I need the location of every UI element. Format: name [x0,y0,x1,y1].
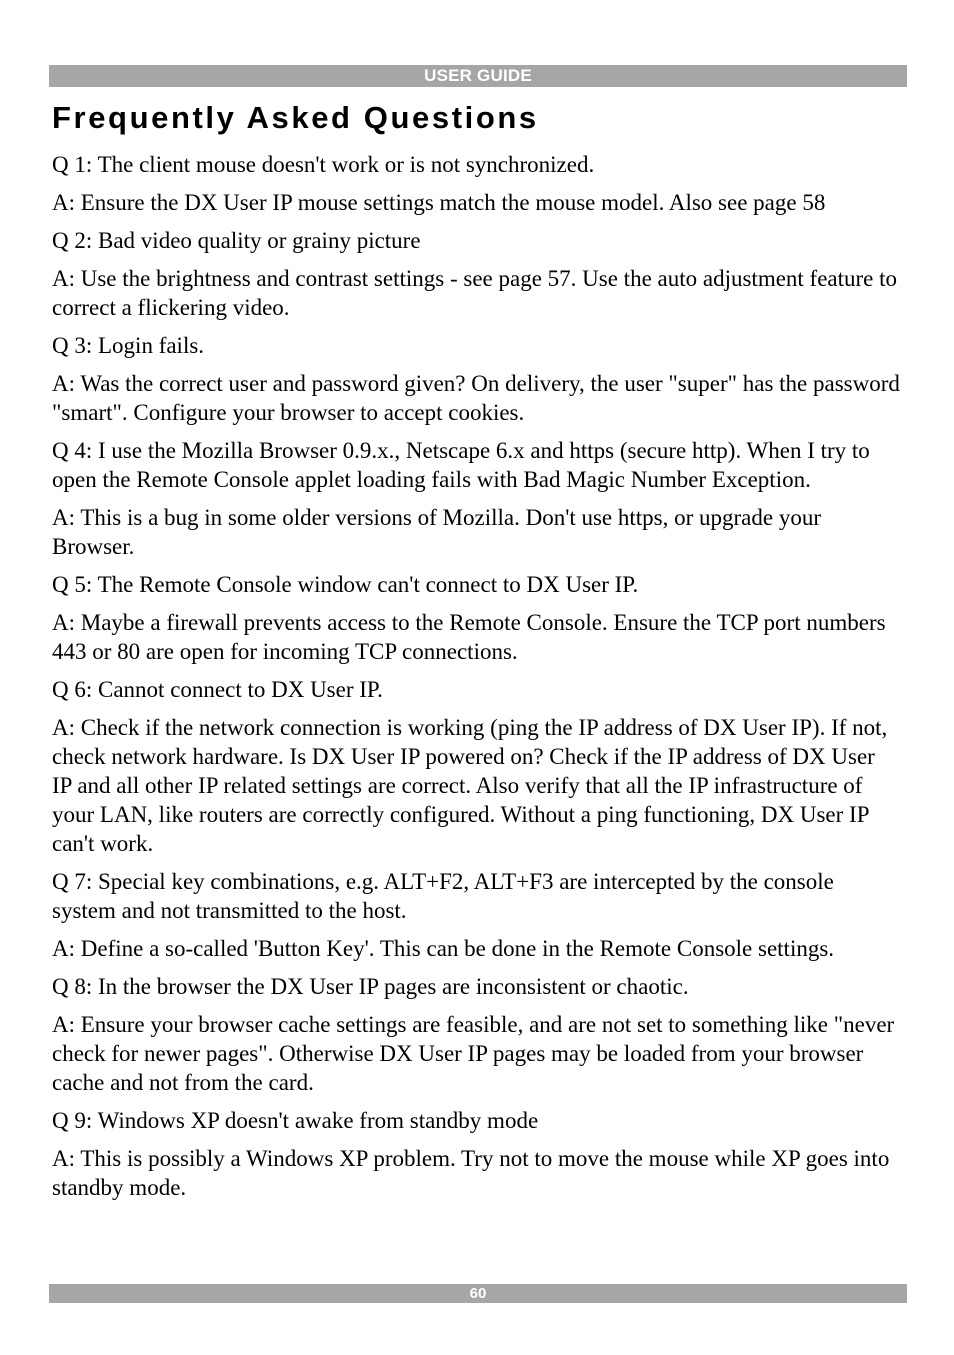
faq-answer: A: Check if the network connection is working (ping the IP address of DX User IP). If not, check network hardware. Is DX User IP powered on? Check if the IP address of DX User IP and all other IP related settings are correct. Also verify that all the IP infrastructure of your LAN, like routers are correctly configured. Without a ping functioning, DX User IP can't work. [52,715,888,856]
faq-answer: A: Ensure the DX User IP mouse settings match the mouse model. Also see page 58 [52,190,826,215]
faq-answer: A: This is a bug in some older versions of Mozilla. Don't use https, or upgrade your Browser. [52,505,822,559]
faq-answer: A: Use the brightness and contrast settings - see page 57. Use the auto adjustment feature to correct a flickering video. [52,266,898,320]
faq-question: Q 9: Windows XP doesn't awake from standby mode [52,1108,539,1133]
faq-question: Q 2: Bad video quality or grainy picture [52,228,421,253]
header-bar [49,65,907,87]
faq-answer: A: This is possibly a Windows XP problem. Try not to move the mouse while XP goes into standby mode. [52,1146,890,1200]
faq-question: Q 5: The Remote Console window can't connect to DX User IP. [52,572,639,597]
faq-question: Q 7: Special key combinations, e.g. ALT+F2, ALT+F3 are intercepted by the console system and not transmitted to the host. [52,869,834,923]
faq-answer: A: Was the correct user and password given? On delivery, the user "super" has the password "smart". Configure your browser to accept cookies. [52,371,900,425]
faq-answer: A: Define a so-called 'Button Key'. This can be done in the Remote Console settings. [52,936,835,961]
faq-question: Q 6: Cannot connect to DX User IP. [52,677,383,702]
faq-question: Q 3: Login fails. [52,333,205,358]
faq-question: Q 4: I use the Mozilla Browser 0.9.x., Netscape 6.x and https (secure http). When I try to open the Remote Console applet loading fails with Bad Magic Number Exception. [52,438,870,492]
faq-answer: A: Ensure your browser cache settings are feasible, and are not set to something like "never check for newer pages". Otherwise DX User IP pages may be loaded from your browser cache and not from the card. [52,1012,895,1095]
faq-answer: A: Maybe a firewall prevents access to the Remote Console. Ensure the TCP port numbers 443 or 80 are open for incoming TCP connections. [52,610,886,664]
footer-bar [49,1284,907,1303]
header-label: USER GUIDE [424,66,532,85]
faq-question: Q 1: The client mouse doesn't work or is not synchronized. [52,152,595,177]
faq-list [52,150,900,1211]
page-number: 60 [469,1285,487,1302]
faq-question: Q 8: In the browser the DX User IP pages are inconsistent or chaotic. [52,974,689,999]
page-title: Frequently Asked Questions [52,100,539,135]
